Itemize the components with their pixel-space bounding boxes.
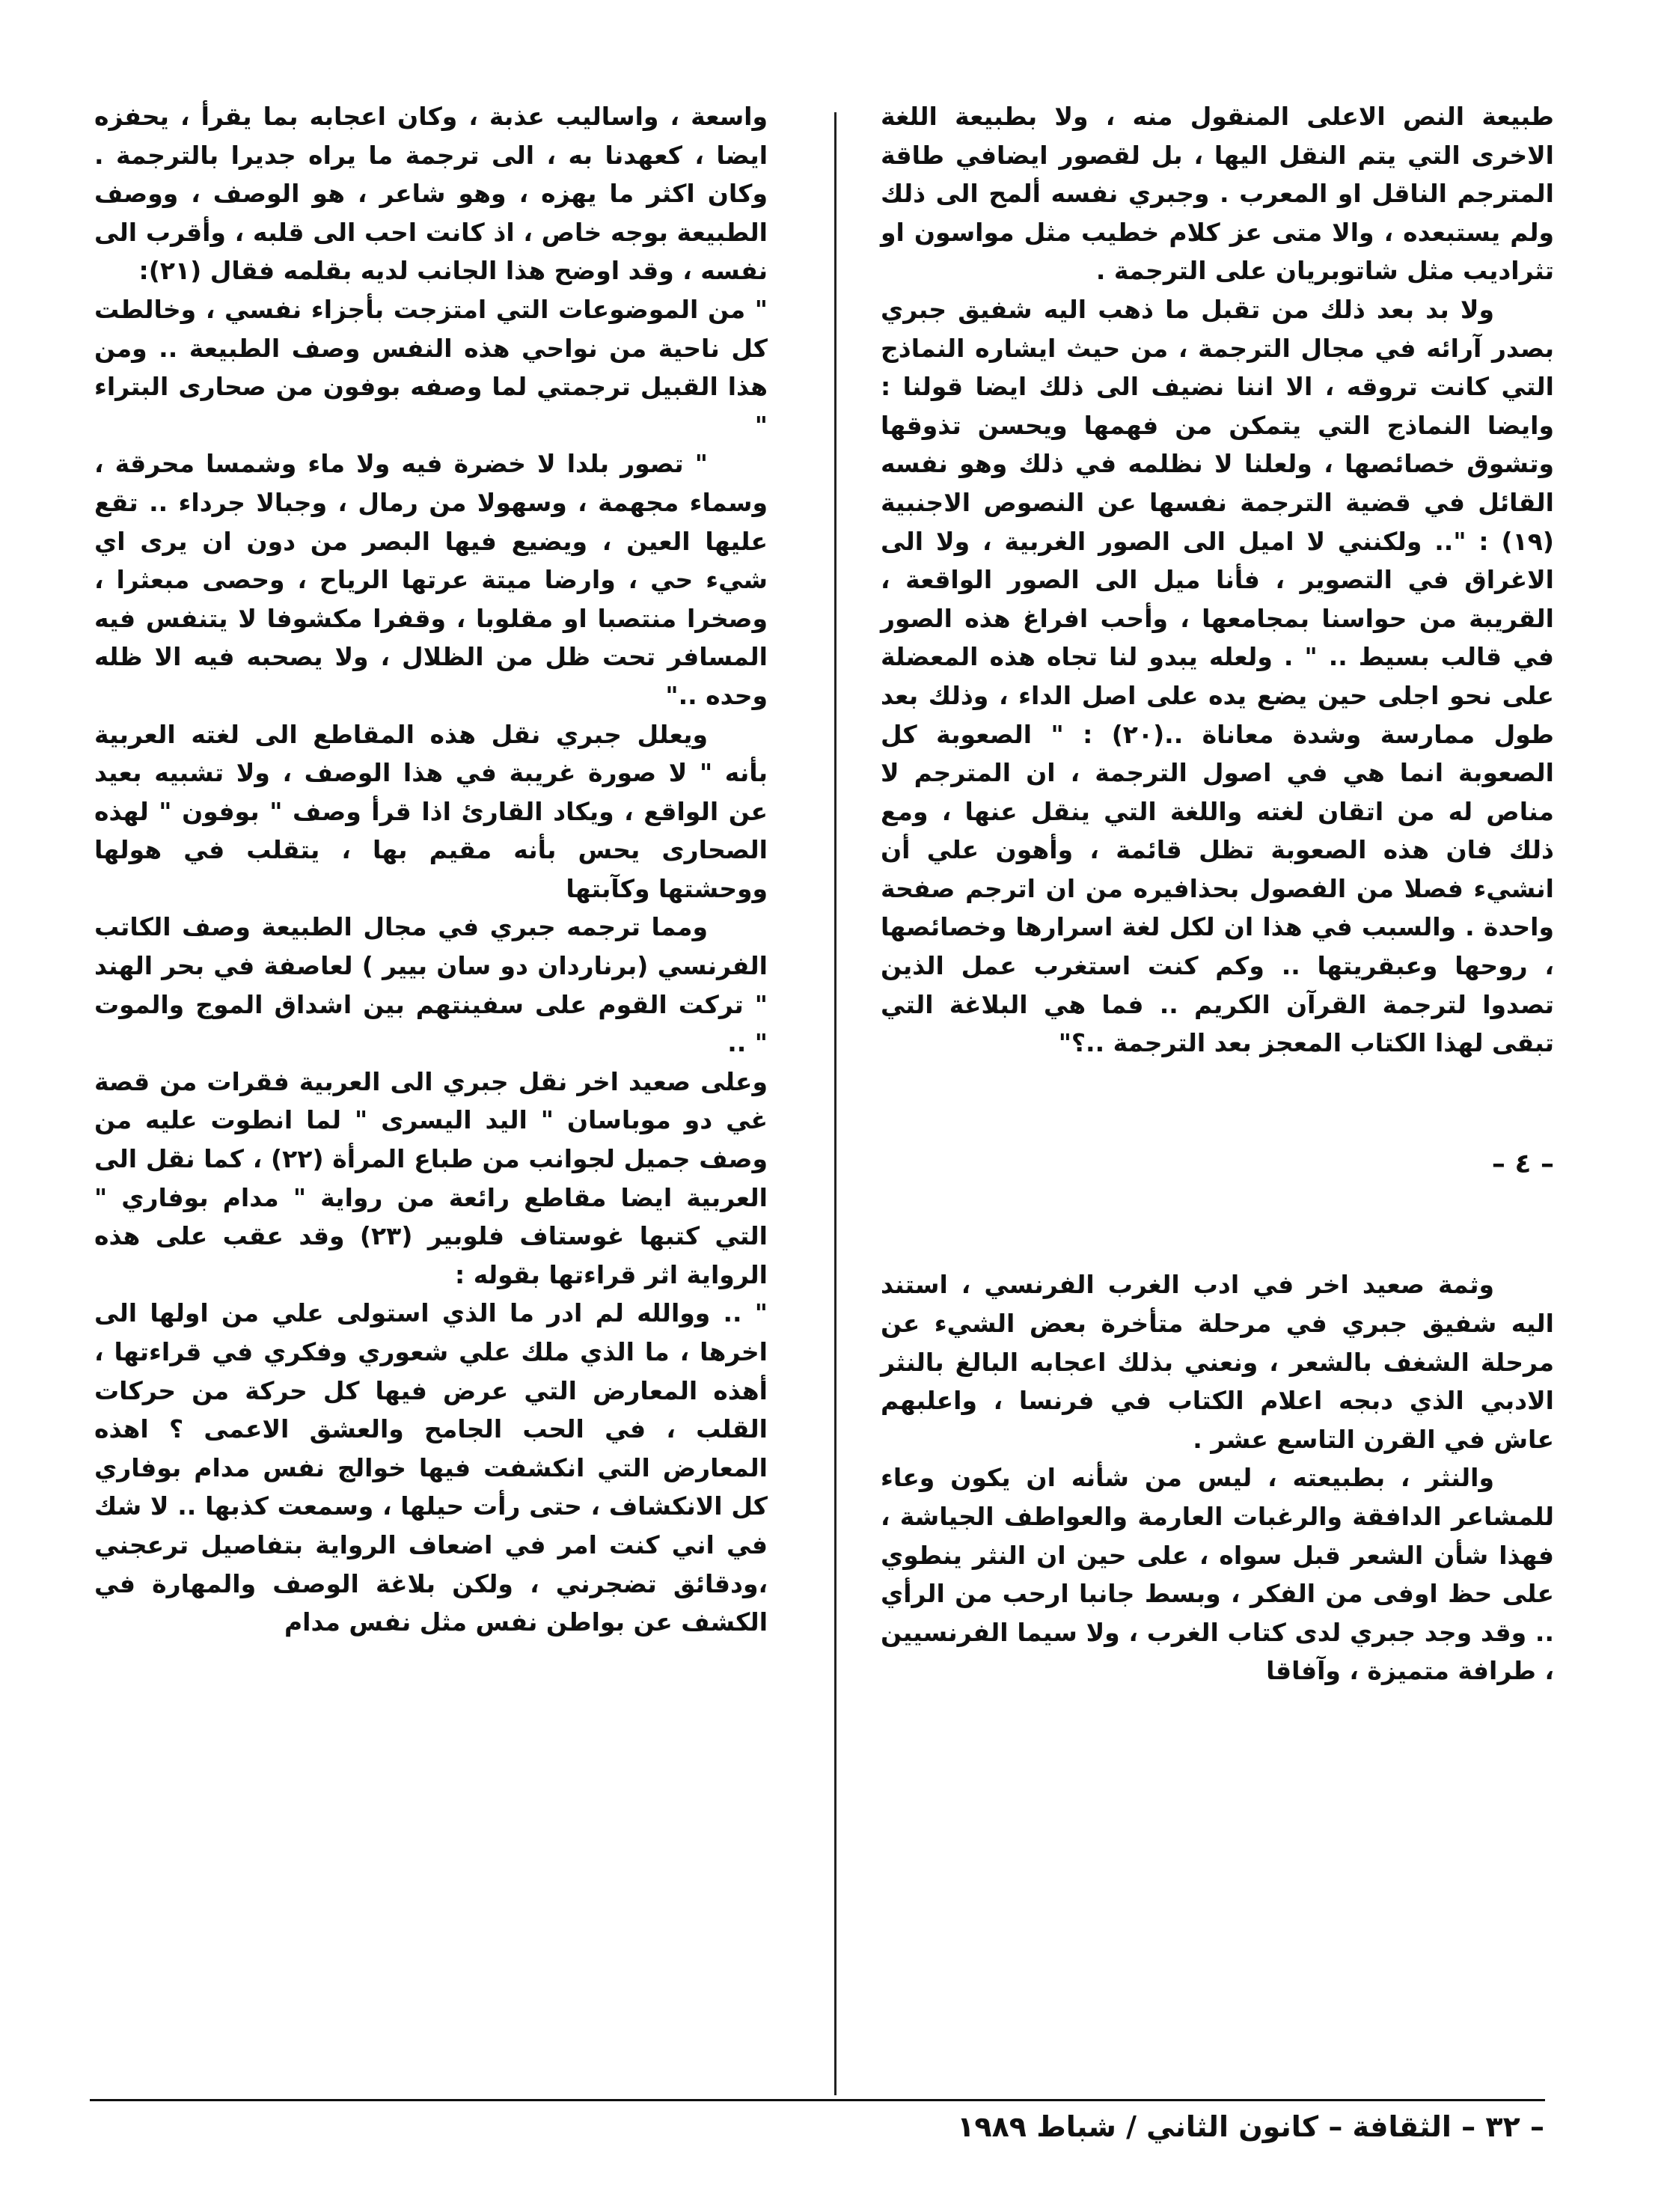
left-column xyxy=(94,97,768,1642)
paragraph: واسعة ، واساليب عذبة ، وكان اعجابه بما يقرأ ، يحفزه ايضا ، كعهدنا به ، الى ترجمة ما يراه جديرا بالترجمة . وكان اكثر ما يهزه ، وهو شاعر ، هو الوصف ، ووصف الطبيعة بوجه خاص ، اذ كانت احب الى قلبه ، وأقرب الى نفسه ، وقد اوضح هذا الجانب لديه بقلمه فقال (٢١): xyxy=(94,102,768,286)
quote-paragraph: " تصور بلدا لا خضرة فيه ولا ماء وشمسا محرقة ، وسماء مجهمة ، وسهولا من رمال ، وجبالا جرداء .. تقع عليها العين ، ويضيع فيها البصر من دون ان يرى اي شيء حي ، وارضا ميتة عرتها الرياح ، وحصى مبعثرا ، وصخرا منتصبا او مقلوبا ، وقفرا مكشوفا لا يتنفس فيه المسافر تحت ظل من الظلال ، ولا يصحبه فيه الا ظله وحده .." xyxy=(94,449,768,710)
quote-paragraph: " من الموضوعات التي امتزجت بأجزاء نفسي ، وخالطت كل ناحية من نواحي هذه النفس وصف الطبيعة .. ومن هذا القبيل ترجمتي لما وصفه بوفون من صحارى البتراء " xyxy=(94,294,768,440)
paragraph: ولا بد بعد ذلك من تقبل ما ذهب اليه شفيق جبري بصدر آرائه في مجال الترجمة ، من حيث ايشاره النماذج التي كانت تروقه ، الا اننا نضيف الى ذلك ايضا قولنا : وايضا النماذج التي يتمكن من فهمها ويحسن تذوقها وتشوق خصائصها ، ولعلنا لا نظلمه في ذلك وهو نفسه القائل في قضية الترجمة نفسها عن النصوص الاجنبية (١٩) : ".. ولكنني لا اميل الى الصور الغربية ، ولا الى الاغراق في التصوير ، فأنا ميل الى الصور الواقعة ، القريبة من حواسنا بمجامعها ، وأحب افراغ هذه الصور في قالب بسيط .. " . ولعله يبدو لنا تجاه هذه المعضلة على نحو اجلى حين يضع يده على اصل الداء ، وذلك بعد طول ممارسة وشدة معاناة ..(٢٠) : " الصعوبة كل الصعوبة انما هي في اصول الترجمة ، ان المترجم لا مناص له من اتقان لغته واللغة التي ينقل عنها ، ومع ذلك فان هذه الصعوبة تظل قائمة ، وأهون علي أن انشيء فصلا من الفصول بحذافيره من ان اترجم صفحة واحدة . والسبب في هذا ان لكل لغة اسرارها وخصائصها ، روحها وعبقريتها .. وكم كنت استغرب عمل الذين تصدوا لترجمة القرآن الكريم .. فما هي البلاغة التي تبقى لهذا الكتاب المعجز بعد الترجمة ..؟" xyxy=(881,294,1554,1058)
footer-rule xyxy=(90,2099,1545,2101)
section-number: – ٤ – xyxy=(1491,1148,1554,1179)
right-column xyxy=(881,97,1554,1690)
paragraph: والنثر ، بطبيعته ، ليس من شأنه ان يكون وعاء للمشاعر الدافقة والرغبات العارمة والعواطف الجياشة ، فهذا شأن الشعر قبل سواه ، على حين ان النثر ينطوي على حظ اوفى من الفكر ، وبسط جانبا ارحب من الرأي .. وقد وجد جبري لدى كتاب الغرب ، ولا سيما الفرنسيين ، طرافة متميزة ، وآفاقا xyxy=(881,1463,1554,1686)
paragraph: وعلى صعيد اخر نقل جبري الى العربية فقرات من قصة غي دو موباسان " اليد اليسرى " لما انطوت عليه من وصف جميل لجوانب من طباع المرأة (٢٢) ، كما نقل الى العربية ايضا مقاطع رائعة من رواية " مدام بوفاري " التي كتبها غوستاف فلوبير (٢٣) وقد عقب على هذه الرواية اثر قراءتها بقوله : xyxy=(94,1066,768,1289)
quote-paragraph: " .. ووالله لم ادر ما الذي استولى علي من اولها الى اخرها ، ما الذي ملك علي شعوري وفكري في قراءتها ، أهذه المعارض التي عرض فيها كل حركة من حركات القلب ، في الحب الجامح والعشق الاعمى ؟ اهذه المعارض التي انكشفت فيها خوالج نفس مدام بوفاري كل الانكشاف ، حتى رأت حيلها ، وسمعت كذبها .. لا شك في اني كنت امر في اضعاف الرواية بتفاصيل ترعجني ،ودقائق تضجرني ، ولكن بلاغة الوصف والمهارة في الكشف عن بواطن نفس مثل نفس مدام xyxy=(94,1298,768,1637)
paragraph: ويعلل جبري نقل هذه المقاطع الى لغته العربية بأنه " لا صورة غريبة في هذا الوصف ، ولا تشبيه بعيد عن الواقع ، ويكاد القارئ اذا قرأ وصف " بوفون " لهذه الصحارى يحس بأنه مقيم بها ، يتقلب في هولها ووحشتها وكآبتها xyxy=(94,719,768,903)
paragraph: طبيعة النص الاعلى المنقول منه ، ولا بطبيعة اللغة الاخرى التي يتم النقل اليها ، بل لقصور ايضافي طاقة المترجم الناقل او المعرب . وجبري نفسه ألمح الى ذلك ولم يستبعده ، والا متى عز كلام خطيب مثل مواسون او تثراديب مثل شاتوبريان على الترجمة . xyxy=(881,102,1554,286)
page-footer: – ٣٢ – الثقافة – كانون الثاني / شباط ١٩٨٩ xyxy=(957,2110,1544,2143)
paragraph: ومما ترجمه جبري في مجال الطبيعة وصف الكاتب الفرنسي (برناردان دو سان بيير ) لعاصفة في بحر الهند " تركت القوم على سفينتهم بين اشداق الموج والموت " .. xyxy=(94,912,768,1058)
paragraph: وثمة صعيد اخر في ادب الغرب الفرنسي ، استند اليه شفيق جبري في مرحلة متأخرة بعض الشيء عن مرحلة الشغف بالشعر ، ونعني بذلك اعجابه البالغ بالنثر الادبي الذي دبجه اعلام الكتاب في فرنسا ، واعلبهم عاش في القرن التاسع عشر . xyxy=(881,1270,1554,1454)
column-divider xyxy=(834,112,836,2095)
